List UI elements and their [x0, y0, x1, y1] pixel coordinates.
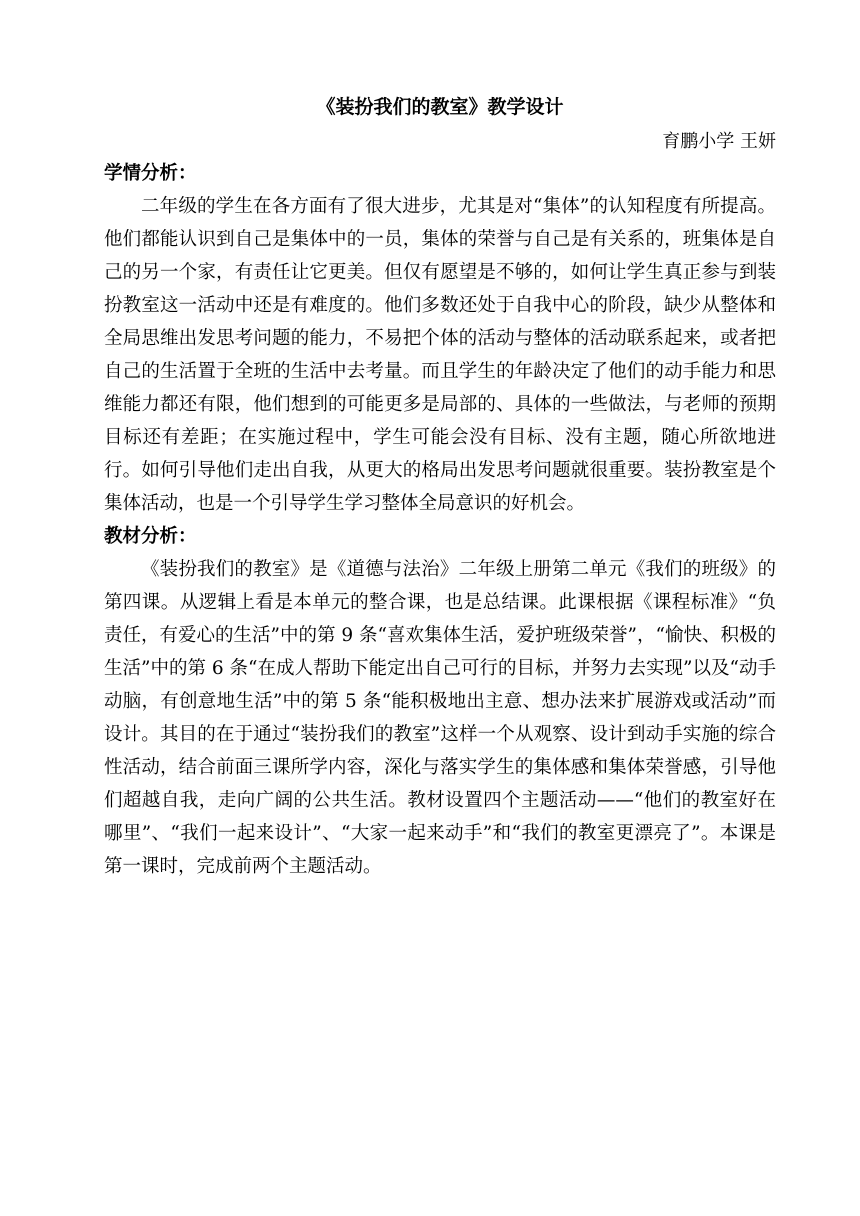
section-heading-textbook-analysis: 教材分析： [104, 526, 197, 547]
document-title: 《装扮我们的教室》教学设计 [316, 96, 564, 118]
section-paragraph-student-analysis: 二年级的学生在各方面有了很大进步，尤其是对“集体”的认知程度有所提高。他们都能认识到自己是集体中的一员，集体的荣誉与自己是有关系的，班集体是自己的另一个家，有责任让它更美。但仅有愿望是不够的，如何让学生真正参与到装扮教室这一活动中还是有难度的。他们多数还处于自我中心的阶段，缺少从整体和全局思维出发思考问题的能力，不易把个体的活动与整体的活动联系起来，或者把自己的生活置于全班的生活中去考量。而且学生的年龄决定了他们的动手能力和思维能力都还有限，他们想到的可能更多是局部的、具体的一些做法，与老师的预期目标还有差距；在实施过程中，学生可能会没有目标、没有主题，随心所欲地进行。如何引导他们走出自我，从更大的格局出发思考问题就很重要。装扮教室是个集体活动，也是一个引导学生学习整体全局意识的好机会。 [104, 196, 776, 514]
document-body [104, 93, 776, 883]
section-paragraph-textbook-analysis: 《装扮我们的教室》是《道德与法治》二年级上册第二单元《我们的班级》的第四课。从逻辑上看是本单元的整合课，也是总结课。此课根据《课程标准》“负责任，有爱心的生活”中的第 9 条“喜欢集体生活，爱护班级荣誉”，“愉快、积极的生活”中的第 6 条“在成人帮助下能定出自己可行的目标，并努力去实现”以及“动手动脑，有创意地生活”中的第 5 条“能积极地出主意、想办法来扩展游戏或活动”而设计。其目的在于通过“装扮我们的教室”这样一个从观察、设计到动手实施的综合性活动，结合前面三课所学内容，深化与落实学生的集体感和集体荣誉感，引导他们超越自我，走向广阔的公共生活。教材设置四个主题活动——“他们的教室好在哪里”、“我们一起来设计”、“大家一起来动手”和“我们的教室更漂亮了”。本课是第一课时，完成前两个主题活动。 [104, 559, 776, 877]
author-line: 育鹏小学 王妍 [662, 131, 776, 152]
section-heading-student-analysis: 学情分析： [104, 163, 197, 184]
